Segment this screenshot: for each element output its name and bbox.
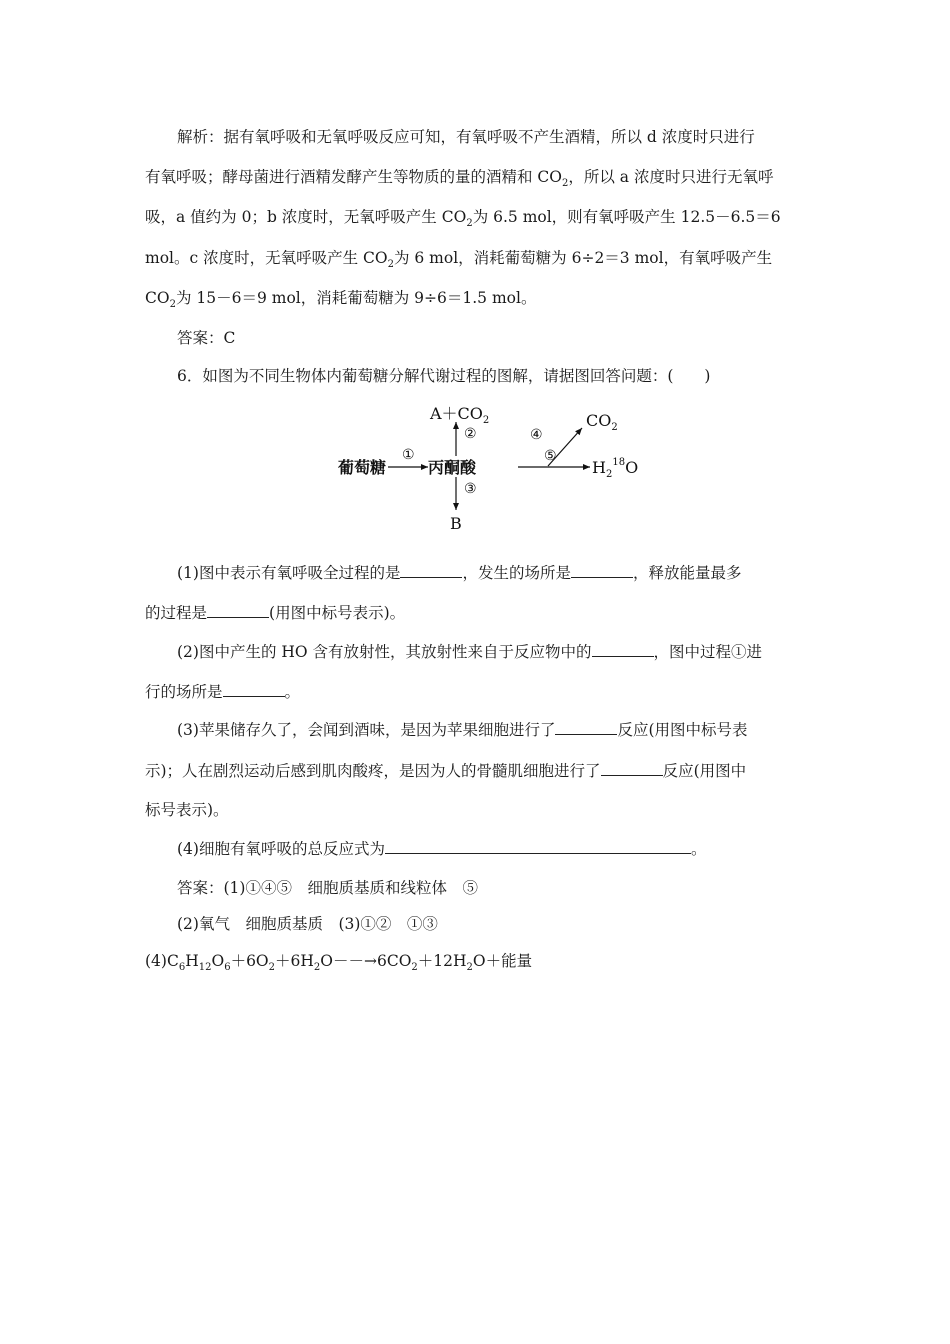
question-6-part-4: (4)细胞有氧呼吸的总反应式为 。 xyxy=(177,840,707,858)
answer-5: 答案：C xyxy=(177,329,236,347)
answer-blank[interactable] xyxy=(400,563,462,578)
pyruvate-label: 丙酮酸 xyxy=(428,458,477,477)
analysis-line-1: 解析：据有氧呼吸和无氧呼吸反应可知，有氧呼吸不产生酒精，所以 d 浓度时只进行 xyxy=(177,128,755,146)
question-6-part-3-line-2: 示)；人在剧烈运动后感到肌肉酸疼，是因为人的骨髓肌细胞进行了 反应(用图中 xyxy=(145,762,747,780)
glucose-metabolism-diagram xyxy=(330,400,670,535)
bottom-product-label: B xyxy=(450,514,462,533)
question-6-stem: 6．如图为不同生物体内葡萄糖分解代谢过程的图解，请据图回答问题：( ) xyxy=(177,367,711,385)
answer-6-line-2: (2)氧气 细胞质基质 (3)①② ①③ xyxy=(177,915,438,933)
question-6-part-3-line-3: 标号表示)。 xyxy=(145,801,229,819)
top-product-label: $A+CO_2$ xyxy=(430,404,490,426)
analysis-line-5: $CO_2$为 15－6＝9 mol，消耗葡萄糖为 9÷6＝1.5 mol。 xyxy=(145,289,537,311)
step-2-label: ② xyxy=(464,426,477,442)
question-6-part-2-line-1: (2)图中产生的 HO 含有放射性，其放射性来自于反应物中的 ，图中过程①进 xyxy=(177,643,763,661)
step-4-label: ④ xyxy=(530,427,543,443)
answer-blank[interactable] xyxy=(601,761,663,776)
co2-product-label: $CO_2$ xyxy=(586,411,618,433)
analysis-line-4: mol。c 浓度时，无氧呼吸产生 $CO_2$为 6 mol，消耗葡萄糖为 6÷2＝3 mol，有氧呼吸产生 xyxy=(145,249,773,271)
water-product-label: $H_2^{18}O$ xyxy=(592,457,639,480)
glucose-label: 葡萄糖 xyxy=(338,458,387,477)
analysis-line-2: 有氧呼吸；酵母菌进行酒精发酵产生等物质的量的酒精和 $CO_2$，所以 a 浓度时只进行无氧呼 xyxy=(145,168,774,190)
answer-6-equation: $(4)C_6H_{12}O_6+6O_2+6H_2O--\to 6CO_2+12H_2O+$能量 xyxy=(145,952,533,974)
question-6-part-2-line-2: 行的场所是 。 xyxy=(145,683,301,701)
step-3-label: ③ xyxy=(464,481,477,497)
question-6-part-3-line-1: (3)苹果储存久了，会闻到酒味，是因为苹果细胞进行了 反应(用图中标号表 xyxy=(177,721,748,739)
answer-blank[interactable] xyxy=(385,839,691,854)
answer-blank[interactable] xyxy=(207,603,269,618)
analysis-line-3: 吸，a 值约为 0；b 浓度时，无氧呼吸产生 $CO_2$为 6.5 mol，则有氧呼吸产生 12.5－6.5＝6 xyxy=(145,208,781,230)
step-5-label: ⑤ xyxy=(544,448,557,464)
step-1-label: ① xyxy=(402,447,415,463)
answer-blank[interactable] xyxy=(223,682,285,697)
answer-blank[interactable] xyxy=(571,563,633,578)
answer-blank[interactable] xyxy=(555,720,617,735)
answer-6-line-1: 答案：(1)①④⑤ 细胞质基质和线粒体 ⑤ xyxy=(177,879,478,897)
question-6-part-1-line-2: 的过程是 (用图中标号表示)。 xyxy=(145,604,406,622)
arrow-step-4 xyxy=(548,428,582,466)
question-6-part-1-line-1: (1)图中表示有氧呼吸全过程的是 ，发生的场所是 ，释放能量最多 xyxy=(177,564,742,582)
answer-blank[interactable] xyxy=(592,642,654,657)
